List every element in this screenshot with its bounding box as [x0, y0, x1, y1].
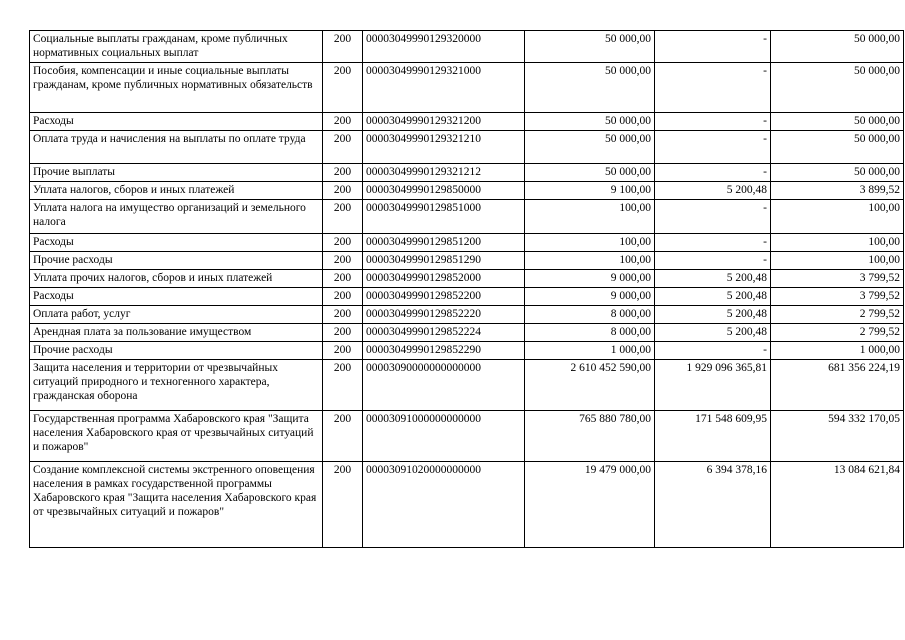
row-name: Пособия, компенсации и иные социальные выплаты гражданам, кроме публичных нормативных обязательств — [30, 63, 323, 113]
row-name: Оплата работ, услуг — [30, 306, 323, 324]
row-budget-code: 00003049990129320000 — [363, 31, 525, 63]
row-unexecuted: 3 899,52 — [771, 182, 904, 200]
row-budget-code: 00003049990129852220 — [363, 306, 525, 324]
row-approved: 100,00 — [525, 200, 655, 234]
table-row — [30, 360, 904, 411]
row-line-code: 200 — [323, 182, 363, 200]
row-unexecuted: 3 799,52 — [771, 288, 904, 306]
table-row — [30, 324, 904, 342]
row-approved: 50 000,00 — [525, 63, 655, 113]
table-row — [30, 234, 904, 252]
row-approved: 9 000,00 — [525, 270, 655, 288]
row-name: Социальные выплаты гражданам, кроме публичных нормативных социальных выплат — [30, 31, 323, 63]
row-budget-code: 00003049990129321212 — [363, 164, 525, 182]
row-budget-code: 00003049990129852290 — [363, 342, 525, 360]
table-row — [30, 306, 904, 324]
row-unexecuted: 2 799,52 — [771, 324, 904, 342]
table-row — [30, 131, 904, 164]
row-executed: - — [655, 131, 771, 164]
row-executed: - — [655, 164, 771, 182]
row-line-code: 200 — [323, 252, 363, 270]
row-approved: 100,00 — [525, 252, 655, 270]
row-executed: - — [655, 31, 771, 63]
row-budget-code: 00003049990129852224 — [363, 324, 525, 342]
row-line-code: 200 — [323, 360, 363, 411]
row-unexecuted: 1 000,00 — [771, 342, 904, 360]
row-executed: 5 200,48 — [655, 324, 771, 342]
row-budget-code: 00003049990129851200 — [363, 234, 525, 252]
row-budget-code: 00003049990129321200 — [363, 113, 525, 131]
row-name: Уплата прочих налогов, сборов и иных платежей — [30, 270, 323, 288]
row-unexecuted: 100,00 — [771, 234, 904, 252]
row-approved: 9 100,00 — [525, 182, 655, 200]
row-executed: - — [655, 342, 771, 360]
row-executed: - — [655, 63, 771, 113]
row-line-code: 200 — [323, 234, 363, 252]
table-row — [30, 462, 904, 548]
row-line-code: 200 — [323, 200, 363, 234]
row-unexecuted: 50 000,00 — [771, 131, 904, 164]
row-approved: 19 479 000,00 — [525, 462, 655, 548]
row-approved: 8 000,00 — [525, 306, 655, 324]
row-line-code: 200 — [323, 306, 363, 324]
row-line-code: 200 — [323, 63, 363, 113]
row-approved: 765 880 780,00 — [525, 411, 655, 462]
table-body — [30, 31, 904, 548]
table-row — [30, 411, 904, 462]
row-executed: - — [655, 234, 771, 252]
row-name: Расходы — [30, 113, 323, 131]
row-name: Уплата налога на имущество организаций и земельного налога — [30, 200, 323, 234]
row-unexecuted: 50 000,00 — [771, 164, 904, 182]
row-name: Расходы — [30, 288, 323, 306]
row-name: Прочие расходы — [30, 252, 323, 270]
row-executed: 5 200,48 — [655, 270, 771, 288]
row-executed: 5 200,48 — [655, 288, 771, 306]
row-line-code: 200 — [323, 288, 363, 306]
row-line-code: 200 — [323, 31, 363, 63]
row-unexecuted: 2 799,52 — [771, 306, 904, 324]
row-unexecuted: 50 000,00 — [771, 63, 904, 113]
row-line-code: 200 — [323, 113, 363, 131]
row-name: Уплата налогов, сборов и иных платежей — [30, 182, 323, 200]
row-name: Прочие расходы — [30, 342, 323, 360]
table-row — [30, 182, 904, 200]
row-approved: 1 000,00 — [525, 342, 655, 360]
row-line-code: 200 — [323, 411, 363, 462]
row-executed: - — [655, 200, 771, 234]
row-budget-code: 00003091020000000000 — [363, 462, 525, 548]
row-executed: 1 929 096 365,81 — [655, 360, 771, 411]
table-row — [30, 200, 904, 234]
row-unexecuted: 681 356 224,19 — [771, 360, 904, 411]
row-budget-code: 00003049990129851000 — [363, 200, 525, 234]
row-name: Арендная плата за пользование имуществом — [30, 324, 323, 342]
row-executed: 6 394 378,16 — [655, 462, 771, 548]
row-budget-code: 00003090000000000000 — [363, 360, 525, 411]
row-unexecuted: 100,00 — [771, 252, 904, 270]
table-row — [30, 342, 904, 360]
table-row — [30, 63, 904, 113]
row-unexecuted: 594 332 170,05 — [771, 411, 904, 462]
row-unexecuted: 100,00 — [771, 200, 904, 234]
row-budget-code: 00003049990129321000 — [363, 63, 525, 113]
table-row — [30, 270, 904, 288]
row-executed: 5 200,48 — [655, 182, 771, 200]
row-name: Прочие выплаты — [30, 164, 323, 182]
row-executed: - — [655, 252, 771, 270]
budget-execution-table — [29, 30, 904, 548]
row-approved: 2 610 452 590,00 — [525, 360, 655, 411]
table-row — [30, 113, 904, 131]
row-unexecuted: 3 799,52 — [771, 270, 904, 288]
row-approved: 50 000,00 — [525, 164, 655, 182]
row-budget-code: 00003049990129850000 — [363, 182, 525, 200]
row-approved: 50 000,00 — [525, 113, 655, 131]
row-unexecuted: 50 000,00 — [771, 31, 904, 63]
row-name: Оплата труда и начисления на выплаты по оплате труда — [30, 131, 323, 164]
row-executed: 171 548 609,95 — [655, 411, 771, 462]
table-row — [30, 164, 904, 182]
row-budget-code: 00003049990129852200 — [363, 288, 525, 306]
row-approved: 8 000,00 — [525, 324, 655, 342]
row-approved: 100,00 — [525, 234, 655, 252]
row-budget-code: 00003091000000000000 — [363, 411, 525, 462]
row-approved: 50 000,00 — [525, 131, 655, 164]
row-line-code: 200 — [323, 270, 363, 288]
row-name: Создание комплексной системы экстренного оповещения населения в рамках государственной программы Хабаровского края "Защита населения Хабаровского края от чрезвычайных ситуаций и пожаров" — [30, 462, 323, 548]
row-name: Защита населения и территории от чрезвычайных ситуаций природного и техногенного характера, гражданская оборона — [30, 360, 323, 411]
row-name: Расходы — [30, 234, 323, 252]
row-unexecuted: 13 084 621,84 — [771, 462, 904, 548]
row-budget-code: 00003049990129851290 — [363, 252, 525, 270]
row-budget-code: 00003049990129321210 — [363, 131, 525, 164]
row-unexecuted: 50 000,00 — [771, 113, 904, 131]
row-approved: 50 000,00 — [525, 31, 655, 63]
row-budget-code: 00003049990129852000 — [363, 270, 525, 288]
row-name: Государственная программа Хабаровского края "Защита населения Хабаровского края от чрезвычайных ситуаций и пожаров" — [30, 411, 323, 462]
row-approved: 9 000,00 — [525, 288, 655, 306]
row-line-code: 200 — [323, 342, 363, 360]
row-executed: 5 200,48 — [655, 306, 771, 324]
row-line-code: 200 — [323, 131, 363, 164]
table-row — [30, 288, 904, 306]
row-executed: - — [655, 113, 771, 131]
row-line-code: 200 — [323, 324, 363, 342]
table-row — [30, 31, 904, 63]
row-line-code: 200 — [323, 462, 363, 548]
table-row — [30, 252, 904, 270]
document-page — [29, 30, 904, 548]
row-line-code: 200 — [323, 164, 363, 182]
